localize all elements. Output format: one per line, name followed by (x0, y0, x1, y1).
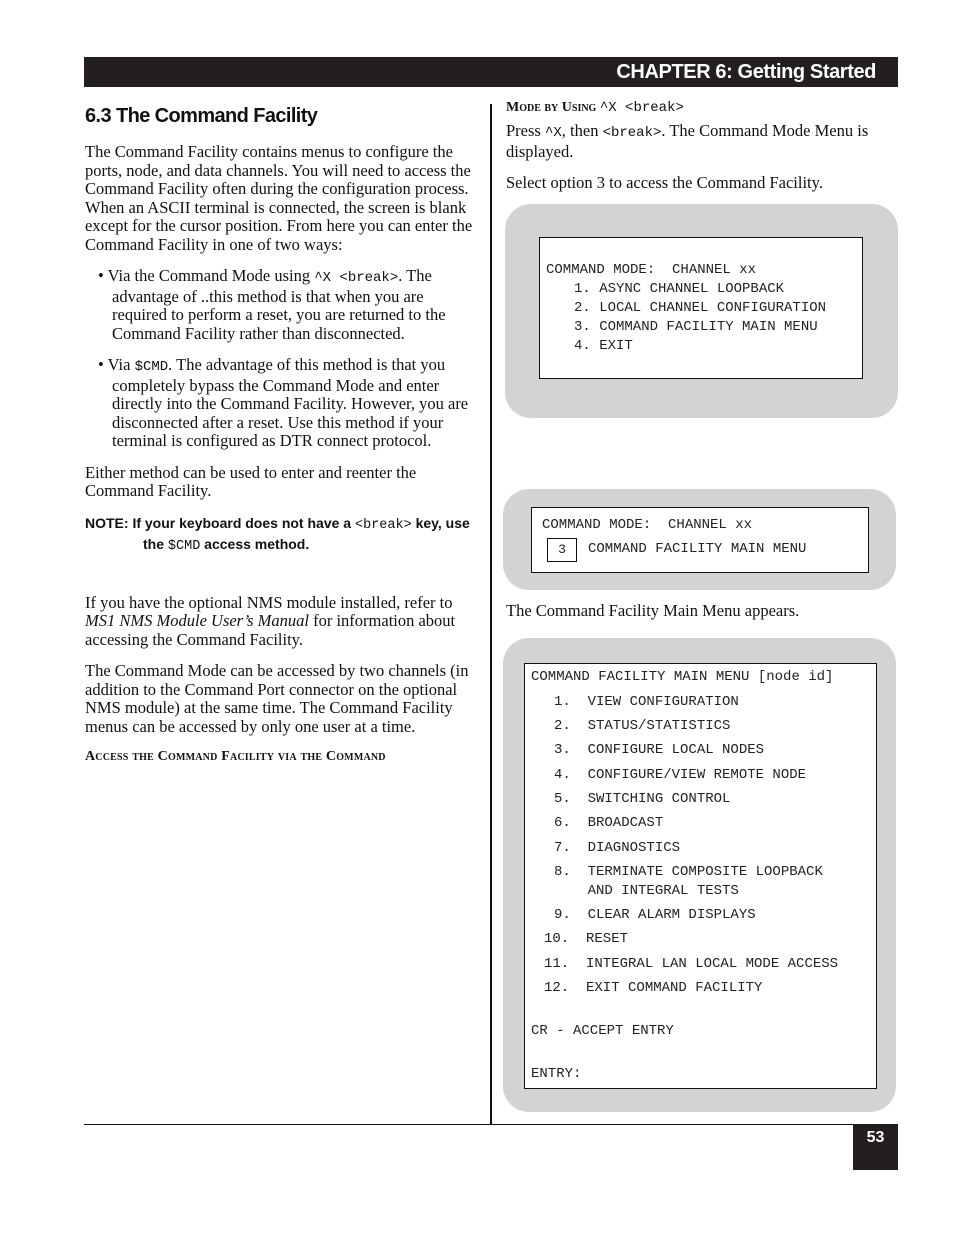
menu-item: 4. CONFIGURE/VIEW REMOTE NODE (554, 767, 807, 783)
subhead-mode (506, 100, 898, 116)
bullet-command-mode (85, 267, 477, 343)
command-facility-main-menu-screen (524, 663, 877, 1089)
nms-paragraph (85, 594, 477, 650)
column-divider (490, 104, 492, 1125)
menu-item: 9. CLEAR ALARM DISPLAYS (554, 907, 756, 923)
subhead-access: Access the Command Facility via the Command (85, 749, 386, 764)
accept-entry-line: CR - ACCEPT ENTRY (531, 1023, 674, 1039)
press-paragraph (506, 122, 898, 161)
press-code: ^X (544, 125, 562, 141)
menu-item: 5. SWITCHING CONTROL (554, 791, 731, 807)
footer-rule (84, 1124, 854, 1125)
chapter-title: CHAPTER 6: Getting Started (616, 61, 876, 83)
intro-paragraph: The Command Facility contains menus to configure the ports, node, and data channels. You will need to access the Command Facility often during the configuration process. When an ASCII terminal is connected, the screen is blank except for the cursor position. From here you can enter the Command Facility in one of two ways: (85, 142, 473, 254)
command-mode-selection-screen (531, 507, 869, 573)
bullet-text: • Via (98, 355, 135, 374)
menu-item: 3. COMMAND FACILITY MAIN MENU (574, 319, 818, 335)
menu-item: 12. EXIT COMMAND FACILITY (544, 980, 763, 996)
menu-item: 7. DIAGNOSTICS (554, 840, 681, 856)
subhead-text: Mode by Using (506, 100, 600, 115)
screen-title: COMMAND MODE: CHANNEL xx (546, 262, 757, 278)
note-label: NOTE: (85, 514, 129, 531)
left-column (85, 101, 477, 765)
page-number-box (853, 1124, 898, 1170)
chapter-header-bar (84, 57, 898, 87)
menu-item: 3. CONFIGURE LOCAL NODES (554, 742, 765, 758)
menu-item: 1. ASYNC CHANNEL LOOPBACK (574, 281, 785, 297)
note-code: <break> (354, 517, 412, 533)
select-paragraph: Select option 3 to access the Command Facility. (506, 173, 823, 192)
bullet-text: . The advantage of this method is that you completely bypass the Command Mode and enter directly into the Command Facility. However, you are disconnected after a reset. Use this method if your terminal is configured as DTR connect protocol. (112, 355, 469, 450)
nms-text: for information about accessing the Command Facility. (85, 611, 456, 649)
bullet-text: . The advantage of ..this method is that when you are required to perform a reset, you are returned to the Command Facility rather than disconnected. (112, 266, 446, 343)
menu-item: 10. RESET (544, 931, 629, 947)
page-number: 53 (866, 1129, 885, 1146)
press-code: <break> (602, 125, 662, 141)
screen-title: COMMAND MODE: CHANNEL xx (542, 517, 753, 533)
bullet-code: $CMD (134, 359, 169, 375)
access-methods-list (85, 267, 477, 451)
section-title: 6.3 The Command Facility (85, 105, 318, 127)
right-column (506, 100, 898, 206)
bullet-code: ^X <break> (314, 270, 399, 286)
manual-title: MS1 NMS Module User’s Manual (85, 611, 309, 630)
either-method-paragraph: Either method can be used to enter and reenter the Command Facility. (85, 462, 417, 500)
menu-item: 1. VIEW CONFIGURATION (554, 694, 739, 710)
nms-text: If you have the optional NMS module installed, refer to (85, 592, 453, 612)
main-menu-appears-paragraph: The Command Facility Main Menu appears. (506, 601, 800, 620)
bullet-cmd (85, 356, 477, 451)
menu-item: 6. BROADCAST (554, 815, 664, 831)
note-text: access method. (200, 535, 310, 552)
press-text: Press (506, 121, 545, 140)
selected-option-box: 3 (547, 538, 577, 562)
menu-item: 8. TERMINATE COMPOSITE LOOPBACK (554, 864, 823, 880)
channels-paragraph: The Command Mode can be accessed by two channels (in addition to the Command Port connector on the optional NMS module) at the same time. The Command Facility menus can be accessed by only one user at a time. (85, 661, 469, 736)
menu-item-continued: AND INTEGRAL TESTS (554, 883, 739, 899)
press-text: , then (561, 121, 603, 140)
menu-item: 4. EXIT (574, 338, 633, 354)
note-text: If your keyboard does not have a (128, 514, 355, 531)
command-mode-screen (539, 237, 863, 379)
subhead-code: ^X <break> (599, 100, 684, 116)
note-text: key, use the (143, 514, 470, 552)
note (85, 514, 477, 556)
menu-item: 11. INTEGRAL LAN LOCAL MODE ACCESS (544, 956, 839, 972)
bullet-text: • Via the Command Mode using (98, 266, 315, 285)
screen-title: COMMAND FACILITY MAIN MENU [node id] (531, 669, 834, 685)
note-code: $CMD (167, 538, 201, 554)
entry-prompt: ENTRY: (531, 1066, 582, 1082)
menu-item: COMMAND FACILITY MAIN MENU (588, 541, 807, 557)
menu-item: 2. LOCAL CHANNEL CONFIGURATION (574, 300, 827, 316)
menu-item: 2. STATUS/STATISTICS (554, 718, 731, 734)
press-text: . The Command Mode Menu is displayed. (506, 121, 869, 161)
